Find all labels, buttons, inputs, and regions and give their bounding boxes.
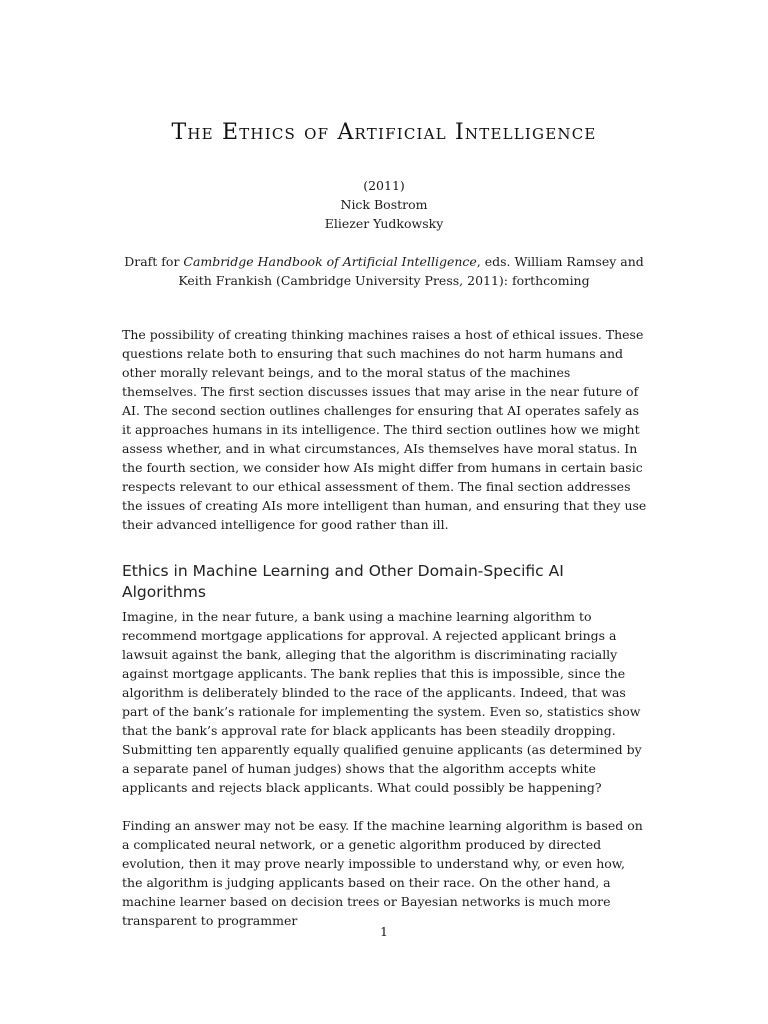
body-paragraph: Finding an answer may not be easy. If the machine learning algorithm is based on a complicated neural network, or a genetic algorithm produced by directed evolution, then it may prove nearly impossible to understand why, or even how, the algorithm is judging applicants based on their race. On the other hand, a machine learner based on decision trees or Bayesian networks is much more transparent to programmer	[122, 818, 643, 928]
draft-note	[108, 252, 660, 290]
paper-title: The Ethics of Artificial Intelligence	[171, 120, 597, 145]
page-number: 1	[380, 924, 388, 939]
abstract-paragraph: The possibility of creating thinking machines raises a host of ethical issues. These questions relate both to ensuring that such machines do not harm humans and other morally relevant beings, and to the moral status of the machines themselves. The first section discusses issues that may arise in the near future of AI. The second section outlines challenges for ensuring that AI operates safely as it approaches humans in its intelligence. The third section outlines how we might assess whether, and in what circumstances, AIs themselves have moral status. In the fourth section, we consider how AIs might differ from humans in certain basic respects relevant to our ethical assessment of them. The final section addresses the issues of creating AIs more intelligent than human, and ensuring that they use their advanced intelligence for good rather than ill.	[122, 327, 647, 532]
section-heading: Ethics in Machine Learning and Other Domain-Specific AI Algorithms	[122, 562, 564, 601]
draft-suffix: , eds. William Ramsey and Keith Frankish (Cambridge University Press, 2011): forthcoming	[178, 254, 644, 288]
body-paragraph: Imagine, in the near future, a bank using a machine learning algorithm to recommend mortgage applications for approval. A rejected applicant brings a lawsuit against the bank, alleging that the algorithm is discriminating racially against mortgage applicants. The bank replies that this is impossible, since the algorithm is deliberately blinded to the race of the applicants. Indeed, that was part of the bank’s rationale for implementing the system. Even so, statistics show that the bank’s approval rate for black applicants has been steadily dropping. Submitting ten apparently equally qualified genuine applicants (as determined by a separate panel of human judges) shows that the algorithm accepts white applicants and rejects black applicants. What could possibly be happening?	[122, 609, 642, 795]
paper-year: (2011)	[363, 178, 405, 193]
paper-meta	[0, 176, 768, 233]
draft-prefix: Draft for	[124, 254, 184, 269]
draft-book-title: Cambridge Handbook of Artificial Intelligence	[183, 254, 477, 269]
author-name: Eliezer Yudkowsky	[324, 216, 444, 231]
author-name: Nick Bostrom	[340, 197, 428, 212]
